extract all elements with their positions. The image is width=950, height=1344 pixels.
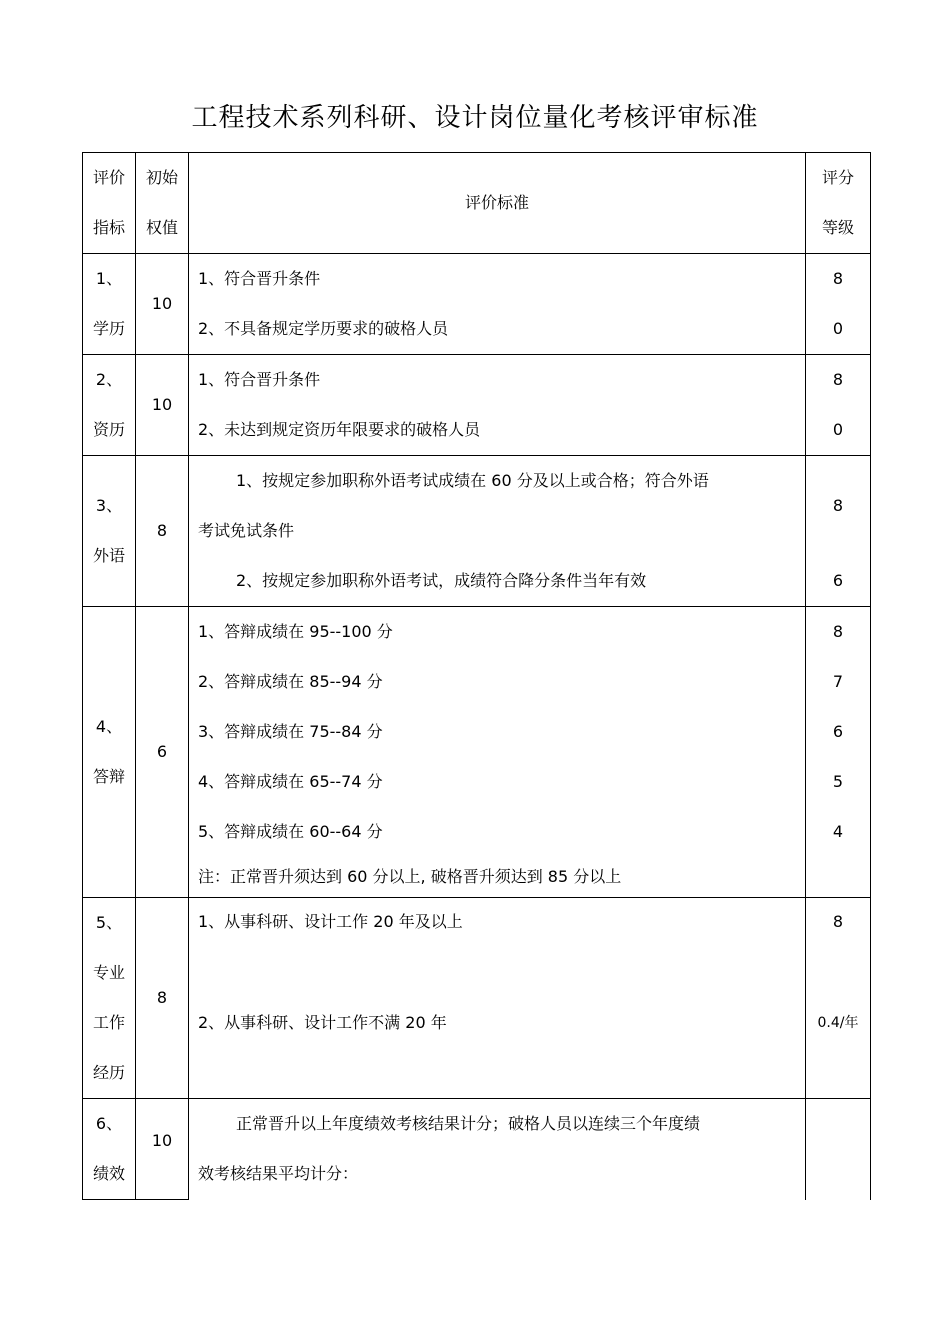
page-title: 工程技术系列科研、设计岗位量化考核评审标准 [191, 103, 759, 133]
indicator-line: 学历 [92, 319, 125, 338]
criteria-line: 5、答辩成绩在 60--64 分 [198, 822, 383, 841]
row-indicator [83, 607, 136, 898]
row-indicator [83, 355, 136, 456]
criteria-line: 3、答辩成绩在 75--84 分 [198, 722, 383, 741]
score-value: 5 [832, 772, 844, 791]
indicator-line: 绩效 [92, 1164, 125, 1183]
criteria-line: 1、按规定参加职称外语考试成绩在 60 分及以上或合格；符合外语 [236, 471, 709, 490]
header-grade-line: 等级 [821, 218, 854, 237]
score-value: 4 [832, 822, 844, 841]
score-value: 8 [832, 912, 844, 931]
score-value: 0 [832, 420, 844, 439]
row-score [806, 254, 871, 355]
row-criteria [189, 898, 806, 1099]
table-row [83, 355, 871, 456]
criteria-line: 2、按规定参加职称外语考试，成绩符合降分条件当年有效 [236, 571, 647, 590]
indicator-line: 6、 [95, 1114, 123, 1133]
header-weight-line: 权值 [145, 218, 178, 237]
header-weight-line: 初始 [145, 168, 178, 187]
header-grade [806, 153, 871, 254]
score-value: 0 [832, 319, 844, 338]
score-value: 8 [832, 370, 844, 389]
table-row [83, 456, 871, 607]
table-row [83, 1099, 871, 1200]
indicator-line: 外语 [92, 546, 125, 565]
row-indicator [83, 1099, 136, 1200]
indicator-line: 资历 [92, 420, 125, 439]
criteria-line: 2、不具备规定学历要求的破格人员 [198, 319, 449, 338]
indicator-line: 3、 [95, 496, 123, 515]
header-indicator-line: 指标 [92, 218, 125, 237]
row-weight: 8 [136, 456, 189, 607]
score-value: 7 [832, 672, 844, 691]
indicator-line: 专业 [92, 963, 125, 982]
criteria-line: 正常晋升以上年度绩效考核结果计分；破格人员以连续三个年度绩 [236, 1114, 701, 1134]
table-row [83, 607, 871, 898]
evaluation-table [82, 152, 871, 1200]
criteria-line: 2、从事科研、设计工作不满 20 年 [198, 1013, 447, 1032]
row-score [806, 1099, 871, 1200]
criteria-line: 2、未达到规定资历年限要求的破格人员 [198, 420, 481, 439]
score-value: 8 [832, 496, 844, 515]
row-score [806, 607, 871, 898]
score-value: 8 [832, 622, 844, 641]
criteria-line: 考试免试条件 [198, 521, 295, 540]
row-weight: 6 [136, 607, 189, 898]
criteria-line: 1、从事科研、设计工作 20 年及以上 [198, 912, 463, 931]
criteria-line: 2、答辩成绩在 85--94 分 [198, 672, 383, 691]
row-weight: 10 [136, 254, 189, 355]
table-row [83, 254, 871, 355]
header-grade-line: 评分 [821, 168, 854, 187]
indicator-line: 4、 [95, 717, 123, 736]
row-weight: 10 [136, 1099, 189, 1200]
indicator-line: 1、 [95, 269, 123, 288]
score-value: 6 [832, 571, 844, 590]
row-score [806, 355, 871, 456]
score-value: 8 [832, 269, 844, 288]
header-weight [136, 153, 189, 254]
row-criteria [189, 456, 806, 607]
row-weight: 8 [136, 898, 189, 1099]
criteria-note: 注：正常晋升须达到 60 分以上, 破格晋升须达到 85 分以上 [198, 867, 622, 886]
indicator-line: 5、 [95, 913, 123, 932]
row-criteria [189, 355, 806, 456]
indicator-line: 2、 [95, 370, 123, 389]
criteria-line: 1、符合晋升条件 [198, 269, 321, 288]
criteria-line: 1、符合晋升条件 [198, 370, 321, 389]
row-score [806, 898, 871, 1099]
row-indicator [83, 898, 136, 1099]
header-indicator [83, 153, 136, 254]
row-indicator [83, 254, 136, 355]
table-row [83, 898, 871, 1099]
score-value: 0.4/年 [817, 1015, 859, 1031]
indicator-line: 答辩 [92, 767, 125, 786]
header-indicator-line: 评价 [92, 168, 125, 187]
criteria-line: 4、答辩成绩在 65--74 分 [198, 772, 383, 791]
indicator-line: 工作 [92, 1013, 125, 1032]
criteria-line: 1、答辩成绩在 95--100 分 [198, 622, 393, 641]
header-criteria: 评价标准 [189, 153, 806, 254]
score-value: 6 [832, 722, 844, 741]
row-criteria [189, 1099, 806, 1200]
row-indicator [83, 456, 136, 607]
table-header-row [83, 153, 871, 254]
criteria-line: 效考核结果平均计分： [198, 1164, 359, 1184]
row-criteria [189, 254, 806, 355]
indicator-line: 经历 [92, 1063, 125, 1082]
row-weight: 10 [136, 355, 189, 456]
row-criteria [189, 607, 806, 898]
row-score [806, 456, 871, 607]
